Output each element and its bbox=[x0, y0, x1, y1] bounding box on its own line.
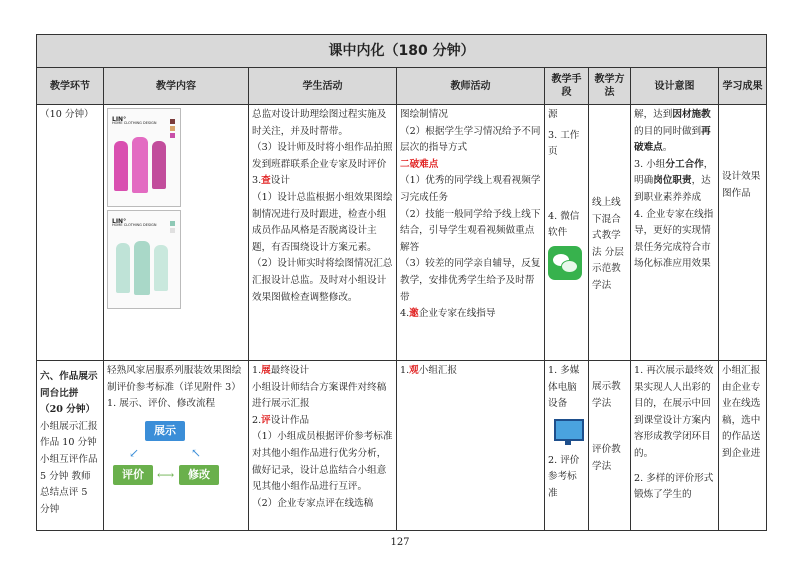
arrow-icon: ⟷ bbox=[157, 467, 175, 482]
table-row bbox=[37, 361, 767, 531]
means-cell: 1. 多媒体电脑设备 2. 评价参考标准 bbox=[545, 361, 589, 531]
teacher-activity-cell: 图绘制情况 （2）根据学生学习情况给予不同层次的指导方式 二破难点 （1）优秀的同学线上观看视频学习完成任务 （2）技能一般同学给予线上线下结合，引导学生观看视频做重点解答 （3）较差的同学亲自辅导，反复教学，安排优秀学生给予及时帮带 4.邀企业专家在线指导 bbox=[397, 105, 545, 361]
header-teacher: 教师活动 bbox=[397, 68, 545, 105]
workflow-diagram bbox=[107, 419, 227, 489]
lesson-plan-page bbox=[36, 34, 766, 531]
stage-cell: 六、作品展示同台比拼（20 分钟） 小组展示汇报作品 10 分钟 小组互评作品 5 分钟 教师总结点评 5 分钟 bbox=[37, 361, 104, 531]
table-title: 课中内化（180 分钟） bbox=[37, 35, 767, 68]
outcome-cell: 小组汇报 由企业专业在线选稿，选中的作品送到企业进 bbox=[719, 361, 767, 531]
flow-step-evaluate: 评价 bbox=[113, 465, 153, 485]
design-board-image: LIN° HOME CLOTHING DESIGN bbox=[107, 108, 181, 207]
header-intent: 设计意图 bbox=[631, 68, 719, 105]
page-number: 127 bbox=[390, 537, 410, 548]
arrow-icon: ↙ bbox=[129, 445, 140, 460]
header-stage: 教学环节 bbox=[37, 68, 104, 105]
outcome-cell: 设计效果图作品 bbox=[719, 105, 767, 361]
intent-cell: 1. 再次展示最终效果实现人人出彩的目的，在展示中回到课堂设计方案内容形成教学闭环目的。 2. 多样的评价形式锻炼了学生的 bbox=[631, 361, 719, 531]
stage-cell: （10 分钟） bbox=[37, 105, 104, 361]
header-content: 教学内容 bbox=[104, 68, 249, 105]
header-means: 教学手段 bbox=[545, 68, 589, 105]
table-row bbox=[37, 105, 767, 361]
arrow-icon: ↖ bbox=[191, 445, 202, 460]
lesson-plan-table bbox=[36, 34, 767, 531]
smartboard-icon bbox=[554, 419, 584, 441]
content-cell bbox=[104, 105, 249, 361]
header-outcome: 学习成果 bbox=[719, 68, 767, 105]
wechat-icon bbox=[548, 246, 582, 280]
header-method: 教学方法 bbox=[589, 68, 631, 105]
flow-step-modify: 修改 bbox=[179, 465, 219, 485]
header-student: 学生活动 bbox=[249, 68, 397, 105]
method-cell: 线上线下混合式教学法 分层示范教学法 bbox=[589, 105, 631, 361]
method-cell: 展示教学法 评价教学法 bbox=[589, 361, 631, 531]
design-board-image: LIN° HOME CLOTHING DESIGN bbox=[107, 210, 181, 309]
intent-cell: 解，达到因材施教的目的同时做到再破难点。 3. 小组分工合作，明确岗位职责，达到职业素养养成 4. 企业专家在线指导，更好的实现情景任务完成符合市场化标准应用效果 bbox=[631, 105, 719, 361]
flow-step-show: 展示 bbox=[145, 421, 185, 441]
student-activity-cell: 1.展最终设计 小组设计师结合方案课件对终稿进行展示汇报 2.评设计作品 （1）小组成员根据评价参考标准对其他小组作品进行优劣分析，做好记录，设计总监结合小组意见其他小组作品进行互评。 （2）企业专家点评在线选稿 bbox=[249, 361, 397, 531]
student-activity-cell: 总监对设计助理绘图过程实施及时关注，并及时帮带。 （3）设计师及时将小组作品拍照发到班群联系企业专家及时评价 3.查设计 （1）设计总监根据小组效果图绘制情况进行及时跟进，检查小组成员作品风格是否脱离设计主题，有否围绕设计方案元素。 （2）设计师实时将绘图情况汇总汇报设计总监。及时对小组设计效果图做检查调整修改。 bbox=[249, 105, 397, 361]
content-cell: 轻熟风家居服系列服装效果图绘制评价参考标准（详见附件 3） 1. 展示、评价、修改流程 展示 评价 修改 ↙ ↖ ⟷ bbox=[104, 361, 249, 531]
teacher-activity-cell: 1.观小组汇报 bbox=[397, 361, 545, 531]
means-cell: 源 3. 工作页 4. 微信软件 bbox=[545, 105, 589, 361]
